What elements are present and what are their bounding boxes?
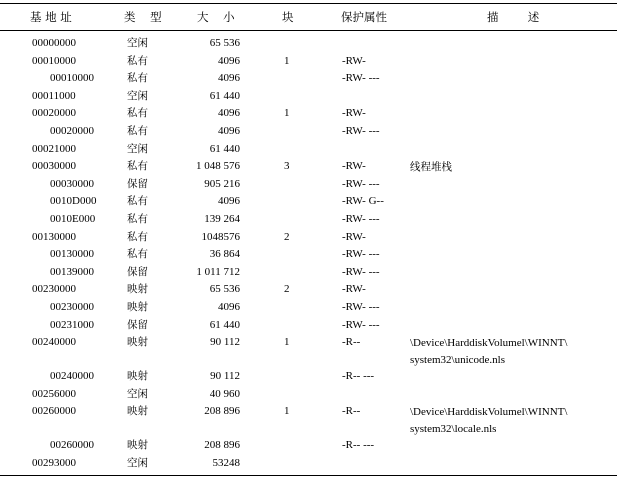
type-cell: 空闲	[127, 37, 148, 49]
size-cell: 4096	[218, 54, 240, 67]
table-row	[0, 229, 617, 247]
base-address-cell: 00230000	[32, 283, 76, 296]
protection-cell: -RW-	[342, 230, 366, 243]
size-cell: 4096	[218, 107, 240, 120]
block-count-cell: 1	[284, 336, 290, 349]
base-address-cell: 00293000	[32, 457, 76, 469]
type-cell: 映射	[127, 370, 148, 383]
block-count-cell: 1	[284, 54, 290, 67]
type-cell: 映射	[127, 301, 148, 313]
header-protection: 保护属性	[341, 10, 387, 24]
type-cell: 保留	[127, 177, 148, 190]
size-cell: 61 440	[209, 89, 240, 102]
type-cell: 私有	[127, 125, 148, 137]
type-cell: 私有	[127, 195, 148, 208]
base-address-cell: 0010E000	[50, 213, 96, 225]
header-type: 类 型	[124, 10, 162, 24]
type-cell: 私有	[127, 230, 148, 243]
size-cell: 53248	[212, 457, 240, 469]
base-address-cell: 00256000	[32, 387, 76, 400]
table-row	[0, 70, 617, 88]
table-row	[0, 141, 617, 159]
size-cell: 4096	[218, 195, 240, 208]
size-cell: 1048576	[201, 230, 240, 243]
protection-cell: -RW- G--	[342, 195, 384, 208]
size-cell: 1 048 576	[196, 160, 240, 173]
base-address-cell: 00130000	[50, 248, 94, 261]
protection-cell: -RW- ---	[342, 177, 380, 190]
base-address-cell: 0010D000	[50, 195, 97, 208]
table-row	[0, 281, 617, 299]
type-cell: 空闲	[127, 142, 148, 155]
protection-cell: -R--	[342, 405, 361, 418]
size-cell: 4096	[218, 301, 240, 313]
table-row	[0, 105, 617, 123]
type-cell: 映射	[127, 439, 148, 452]
header-size: 大 小	[197, 10, 235, 24]
description-cell: \Device\HarddiskVolumel\WINNT\ system32\unicode.nls	[410, 337, 568, 367]
type-cell: 映射	[127, 283, 148, 296]
base-address-cell: 00020000	[50, 125, 94, 137]
base-address-cell: 00010000	[32, 54, 76, 67]
base-address-cell: 00139000	[50, 265, 94, 278]
type-cell: 私有	[127, 54, 148, 67]
table-row	[0, 299, 617, 317]
table-row	[0, 264, 617, 282]
protection-cell: -RW-	[342, 54, 366, 67]
table-row	[0, 334, 617, 368]
description-cell: 线程堆栈	[410, 161, 452, 174]
protection-cell: -RW-	[342, 107, 366, 120]
description-cell: \Device\HarddiskVolumel\WINNT\ system32\locale.nls	[410, 406, 568, 436]
size-cell: 905 216	[204, 177, 240, 190]
size-cell: 36 864	[209, 248, 240, 261]
size-cell: 65 536	[209, 37, 240, 49]
base-address-cell: 00000000	[32, 37, 76, 49]
table-row	[0, 211, 617, 229]
block-count-cell: 2	[284, 230, 290, 243]
protection-cell: -RW- ---	[342, 125, 380, 137]
size-cell: 139 264	[204, 213, 240, 225]
protection-cell: -RW- ---	[342, 72, 380, 85]
size-cell: 1 011 712	[196, 265, 240, 278]
protection-cell: -RW-	[342, 160, 366, 173]
type-cell: 空闲	[127, 89, 148, 102]
table-row	[0, 317, 617, 335]
base-address-cell: 00030000	[32, 160, 76, 173]
type-cell: 私有	[127, 248, 148, 261]
base-address-cell: 00011000	[32, 89, 76, 102]
block-count-cell: 1	[284, 405, 290, 418]
table-bottom-rule	[0, 475, 617, 476]
block-count-cell: 1	[284, 107, 290, 120]
table-row	[0, 368, 617, 386]
type-cell: 映射	[127, 336, 148, 349]
protection-cell: -RW-	[342, 283, 366, 296]
base-address-cell: 00020000	[32, 107, 76, 120]
size-cell: 4096	[218, 125, 240, 137]
table-row	[0, 246, 617, 264]
size-cell: 40 960	[209, 387, 240, 400]
base-address-cell: 00130000	[32, 230, 76, 243]
table-row	[0, 455, 617, 473]
base-address-cell: 00230000	[50, 301, 94, 313]
size-cell: 208 896	[204, 405, 240, 418]
table-row	[0, 386, 617, 404]
protection-cell: -R-- ---	[342, 439, 375, 452]
table-row	[0, 88, 617, 106]
table-row	[0, 176, 617, 194]
table-row	[0, 35, 617, 53]
type-cell: 私有	[127, 72, 148, 85]
protection-cell: -RW- ---	[342, 213, 380, 225]
base-address-cell: 00231000	[50, 318, 94, 331]
table-row	[0, 158, 617, 176]
protection-cell: -R-- ---	[342, 370, 375, 383]
type-cell: 保留	[127, 318, 148, 331]
type-cell: 私有	[127, 213, 148, 225]
base-address-cell: 00240000	[32, 336, 76, 349]
base-address-cell: 00010000	[50, 72, 94, 85]
protection-cell: -RW- ---	[342, 265, 380, 278]
type-cell: 映射	[127, 405, 148, 418]
size-cell: 4096	[218, 72, 240, 85]
table-row	[0, 437, 617, 455]
protection-cell: -R--	[342, 336, 361, 349]
size-cell: 61 440	[209, 318, 240, 331]
type-cell: 保留	[127, 265, 148, 278]
size-cell: 65 536	[209, 283, 240, 296]
size-cell: 208 896	[204, 439, 240, 452]
size-cell: 90 112	[210, 336, 240, 349]
header-description: 描 述	[487, 10, 540, 24]
header-address: 基 地 址	[30, 10, 72, 24]
protection-cell: -RW- ---	[342, 248, 380, 261]
base-address-cell: 00260000	[50, 439, 94, 452]
protection-cell: -RW- ---	[342, 301, 380, 313]
table-top-rule	[0, 3, 617, 4]
base-address-cell: 00240000	[50, 370, 94, 383]
block-count-cell: 2	[284, 283, 290, 296]
base-address-cell: 00260000	[32, 405, 76, 418]
size-cell: 61 440	[209, 142, 240, 155]
table-row	[0, 403, 617, 437]
block-count-cell: 3	[284, 160, 290, 173]
header-rule	[0, 30, 617, 31]
type-cell: 私有	[127, 107, 148, 120]
table-header	[0, 7, 617, 27]
size-cell: 90 112	[210, 370, 240, 383]
header-block: 块	[282, 10, 294, 24]
table-row	[0, 193, 617, 211]
base-address-cell: 00021000	[32, 142, 76, 155]
type-cell: 空闲	[127, 387, 148, 400]
type-cell: 空闲	[127, 457, 148, 469]
type-cell: 私有	[127, 160, 148, 173]
base-address-cell: 00030000	[50, 177, 94, 190]
protection-cell: -RW- ---	[342, 318, 380, 331]
table-row	[0, 123, 617, 141]
table-row	[0, 53, 617, 71]
